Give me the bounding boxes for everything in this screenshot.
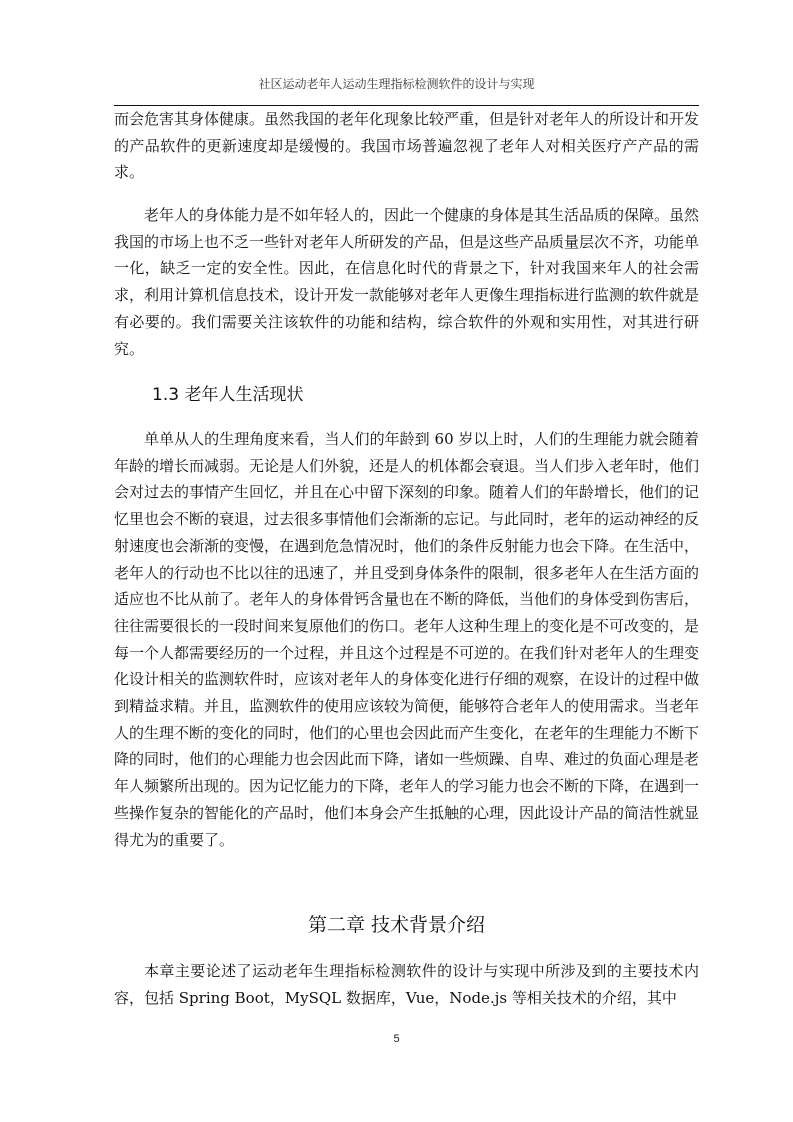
running-header: 社区运动老年人运动生理指标检测软件的设计与实现 [258,77,535,91]
paragraph-chapter-intro: 本章主要论述了运动老年生理指标检测软件的设计与实现中所涉及到的主要技术内容，包括 Spring Boot，MySQL 数据库，Vue，Node.js 等相关技术的介绍，其中 [114,962,699,1007]
paragraph-continuation: 而会危害其身体健康。虽然我国的老年化现象比较严重，但是针对老年人的所设计和开发的产品软件的更新速度却是缓慢的。我国市场普遍忽视了老年人对相关医疗产产品的需求。 [114,110,700,182]
chapter-heading-2: 第二章 技术背景介绍 [307,914,486,936]
paragraph-elderly-life-status: 单单从人的生理角度来看，当人们的年龄到 60 岁以上时，人们的生理能力就会随着年龄的增长而减弱。无论是人们外貌，还是人的机体都会衰退。当人们步入老年时，他们会对过去的事情产生回忆，并且在心中留下深刻的印象。随着人们的年龄增长，他们的记忆里也会不断的衰退，过去很多事情他们会渐渐的忘记。与此同时，老年的运动神经的反射速度也会渐渐的变慢，在遇到危急情况时，他们的条件反射能力也会下降。在生活中，老年人的行动也不比以往的迅速了，并且受到身体条件的限制，很多老年人在生活方面的适应也不比从前了。老年人的身体骨钙含量也在不断的降低，当他们的身体受到伤害后，往往需要很长的一段时间来复原他们的伤口。老年人这种生理上的变化是不可改变的，是每一个人都需要经历的一个过程，并且这个过程是不可逆的。在我们针对老年人的生理变化设计相关的监测软件时，应该对老年人的身体变化进行仔细的观察，在设计的过程中做到精益求精。并且，监测软件的使用应该较为简便，能够符合老年人的使用需求。当老年人的生理不断的变化的同时，他们的心里也会因此而产生变化，在老年的生理能力不断下降的同时，他们的心理能力也会因此而下降，诸如一些烦躁、自卑、难过的负面心理是老年人频繁所出现的。因为记忆能力的下降，老年人的学习能力也会不断的下降，在遇到一些操作复杂的智能化的产品时，他们本身会产生抵触的心理，因此设计产品的简洁性就显得尤为的重要了。 [114,430,700,849]
section-heading-1-3: 1.3 老年人生活现状 [152,385,304,405]
page-number: 5 [393,1033,400,1045]
paragraph-elderly-ability: 老年人的身体能力是不如年轻人的，因此一个健康的身体是其生活品质的保障。虽然我国的市场上也不乏一些针对老年人所研发的产品，但是这些产品质量层次不齐，功能单一化，缺乏一定的安全性。因此，在信息化时代的背景之下，针对我国来年人的社会需求，利用计算机信息技术，设计开发一款能够对老年人更像生理指标进行监测的软件就是有必要的。我们需要关注该软件的功能和结构，综合软件的外观和实用性，对其进行研究。 [114,206,700,358]
